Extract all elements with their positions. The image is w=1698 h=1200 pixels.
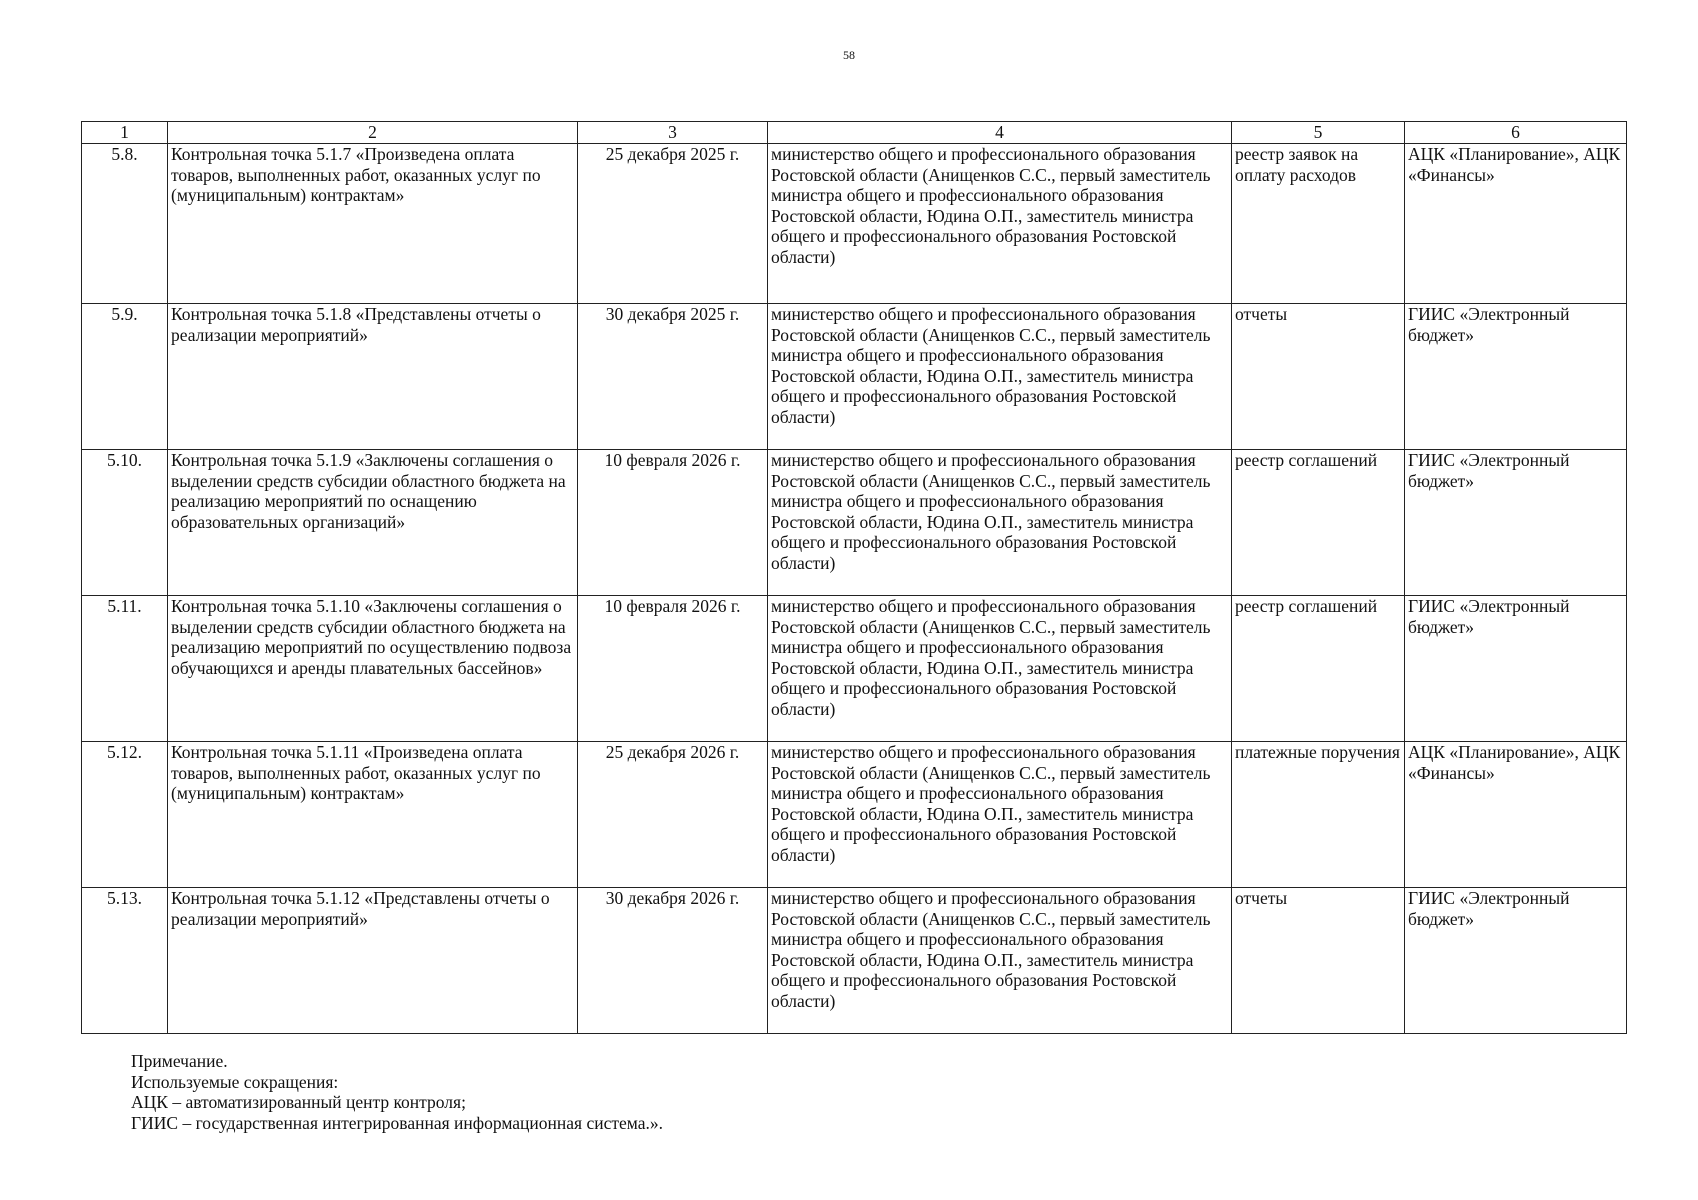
table-header-row [82, 122, 1627, 144]
page-number: 58 [843, 48, 855, 62]
system-cell: ГИИС «Электронный бюджет» [1405, 304, 1627, 450]
responsible-cell: министерство общего и профессионального образования Ростовской области (Анищенков С.С., первый заместитель министра общего и профессионального образования Ростовской области, Юдина О.П., заместитель министра общего и профессионального образования Ростовской области) [768, 888, 1232, 1034]
row-number: 5.13. [82, 888, 168, 1034]
event-cell: Контрольная точка 5.1.7 «Произведена оплата товаров, выполненных работ, оказанных услуг по (муниципальным) контрактам» [168, 144, 578, 304]
event-cell: Контрольная точка 5.1.11 «Произведена оплата товаров, выполненных работ, оказанных услуг по (муниципальным) контрактам» [168, 742, 578, 888]
table-row [82, 450, 1627, 596]
responsible-cell: министерство общего и профессионального образования Ростовской области (Анищенков С.С., первый заместитель министра общего и профессионального образования Ростовской области, Юдина О.П., заместитель министра общего и профессионального образования Ростовской области) [768, 304, 1232, 450]
row-number: 5.9. [82, 304, 168, 450]
system-cell: ГИИС «Электронный бюджет» [1405, 596, 1627, 742]
header-cell: 5 [1232, 122, 1405, 144]
date-cell: 25 декабря 2026 г. [578, 742, 768, 888]
table-row [82, 304, 1627, 450]
header-cell: 4 [768, 122, 1232, 144]
event-cell: Контрольная точка 5.1.9 «Заключены соглашения о выделении средств субсидии областного бюджета на реализацию мероприятий по оснащению образовательных организаций» [168, 450, 578, 596]
header-cell: 2 [168, 122, 578, 144]
document-cell: платежные поручения [1232, 742, 1405, 888]
event-cell: Контрольная точка 5.1.10 «Заключены соглашения о выделении средств субсидии областного бюджета на реализацию мероприятий по осуществлению подвоза обучающихся и аренды плавательных бассейнов» [168, 596, 578, 742]
row-number: 5.11. [82, 596, 168, 742]
document-cell: реестр соглашений [1232, 450, 1405, 596]
table-row [82, 596, 1627, 742]
system-cell: ГИИС «Электронный бюджет» [1405, 450, 1627, 596]
table-row [82, 144, 1627, 304]
responsible-cell: министерство общего и профессионального образования Ростовской области (Анищенков С.С., первый заместитель министра общего и профессионального образования Ростовской области, Юдина О.П., заместитель министра общего и профессионального образования Ростовской области) [768, 144, 1232, 304]
event-cell: Контрольная точка 5.1.12 «Представлены отчеты о реализации мероприятий» [168, 888, 578, 1034]
document-cell: реестр соглашений [1232, 596, 1405, 742]
footnote-line: Используемые сокращения: [131, 1071, 339, 1092]
table-row [82, 742, 1627, 888]
date-cell: 30 декабря 2026 г. [578, 888, 768, 1034]
footnote [131, 1051, 663, 1133]
table-row [82, 888, 1627, 1034]
footnote-line: ГИИС – государственная интегрированная информационная система.». [131, 1112, 663, 1133]
event-cell: Контрольная точка 5.1.8 «Представлены отчеты о реализации мероприятий» [168, 304, 578, 450]
document-cell: отчеты [1232, 304, 1405, 450]
system-cell: ГИИС «Электронный бюджет» [1405, 888, 1627, 1034]
header-cell: 1 [82, 122, 168, 144]
date-cell: 10 февраля 2026 г. [578, 596, 768, 742]
footnote-line: АЦК – автоматизированный центр контроля; [131, 1092, 466, 1112]
row-number: 5.10. [82, 450, 168, 596]
date-cell: 10 февраля 2026 г. [578, 450, 768, 596]
footnote-title: Примечание. [131, 1051, 228, 1071]
header-cell: 3 [578, 122, 768, 144]
system-cell: АЦК «Планирование», АЦК «Финансы» [1405, 144, 1627, 304]
date-cell: 30 декабря 2025 г. [578, 304, 768, 450]
responsible-cell: министерство общего и профессионального образования Ростовской области (Анищенков С.С., первый заместитель министра общего и профессионального образования Ростовской области, Юдина О.П., заместитель министра общего и профессионального образования Ростовской области) [768, 596, 1232, 742]
responsible-cell: министерство общего и профессионального образования Ростовской области (Анищенков С.С., первый заместитель министра общего и профессионального образования Ростовской области, Юдина О.П., заместитель министра общего и профессионального образования Ростовской области) [768, 742, 1232, 888]
row-number: 5.12. [82, 742, 168, 888]
row-number: 5.8. [82, 144, 168, 304]
system-cell: АЦК «Планирование», АЦК «Финансы» [1405, 742, 1627, 888]
responsible-cell: министерство общего и профессионального образования Ростовской области (Анищенков С.С., первый заместитель министра общего и профессионального образования Ростовской области, Юдина О.П., заместитель министра общего и профессионального образования Ростовской области) [768, 450, 1232, 596]
date-cell: 25 декабря 2025 г. [578, 144, 768, 304]
control-points-table [81, 121, 1627, 1034]
header-cell: 6 [1405, 122, 1627, 144]
document-cell: реестр заявок на оплату расходов [1232, 144, 1405, 304]
document-cell: отчеты [1232, 888, 1405, 1034]
